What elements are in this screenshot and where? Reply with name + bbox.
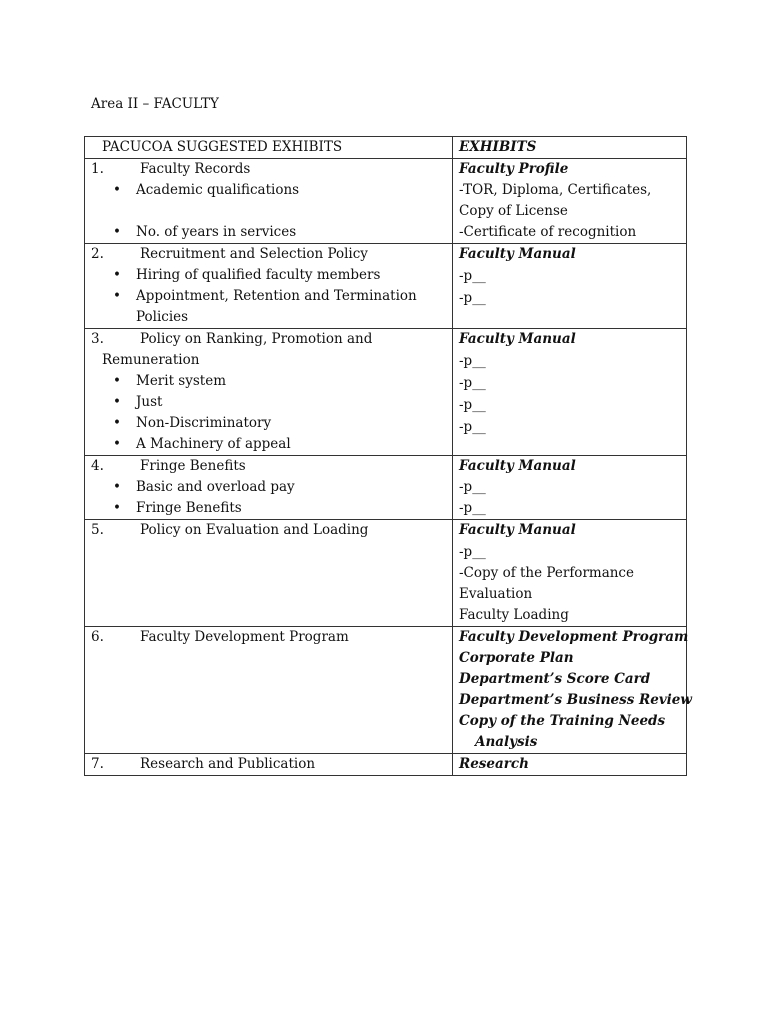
table-row <box>85 627 687 754</box>
row-1-title: Faculty Records <box>140 161 251 177</box>
exhibits-table <box>84 136 693 776</box>
row-3-exhibit-line: -p__ <box>459 397 486 413</box>
row-2-bullets <box>91 265 448 328</box>
row-1-exhibit-line: Copy of License <box>459 203 568 219</box>
row-6-number: 6. <box>91 629 104 645</box>
row-4-exhibit-line: -p__ <box>459 479 486 495</box>
table-row <box>85 244 687 329</box>
bullet-item: • Fringe Benefits <box>91 498 448 519</box>
row-3-title-line <box>91 329 448 350</box>
row-6-exhibit-line: Department’s Business Review <box>459 692 693 708</box>
row-3-number: 3. <box>91 331 104 347</box>
row-1-exhibits <box>453 159 687 244</box>
row-7-number: 7. <box>91 756 104 772</box>
bullet-icon: • <box>113 267 121 283</box>
row-6-exhibit-line: Analysis <box>475 734 538 750</box>
header-suggested-exhibits: PACUCOA SUGGESTED EXHIBITS <box>85 137 453 159</box>
row-6-criteria <box>85 627 453 754</box>
bullet-icon: • <box>113 394 121 410</box>
row-6-exhibits <box>453 627 693 754</box>
row-3-exhibit-line: -p__ <box>459 419 486 435</box>
bullet-icon: • <box>113 182 121 198</box>
row-1-number: 1. <box>91 161 104 177</box>
table-row <box>85 754 687 776</box>
bullet-item: • Hiring of qualified faculty members <box>91 265 448 286</box>
bullet-item: • Just <box>91 392 448 413</box>
bullet-item: • Non-Discriminatory <box>91 413 448 434</box>
bullet-item: • Basic and overload pay <box>91 477 448 498</box>
row-2-title: Recruitment and Selection Policy <box>140 246 368 262</box>
row-5-exhibits <box>453 520 687 627</box>
row-7-exhibit-heading: Research <box>459 756 529 772</box>
row-7-title-line <box>91 754 448 775</box>
row-2-title-line <box>91 244 448 265</box>
row-3-exhibit-line: -p__ <box>459 353 486 369</box>
bullet-icon: • <box>113 373 121 389</box>
table-row <box>85 520 687 627</box>
row-4-exhibits <box>453 456 687 520</box>
row-2-exhibits <box>453 244 687 329</box>
row-7-criteria <box>85 754 453 776</box>
row-1-title-line <box>91 159 448 180</box>
row-4-title-line <box>91 456 448 477</box>
row-5-title-line <box>91 520 448 541</box>
bullet-item: • A Machinery of appeal <box>91 434 448 455</box>
row-6-title: Faculty Development Program <box>140 629 349 645</box>
row-5-exhibit-line: Faculty Loading <box>459 607 569 623</box>
row-5-number: 5. <box>91 522 104 538</box>
bullet-icon: • <box>113 436 121 452</box>
bullet-icon: • <box>113 500 121 516</box>
row-1-bullets <box>91 180 448 243</box>
row-5-title: Policy on Evaluation and Loading <box>140 522 369 538</box>
row-6-exhibit-line: Department’s Score Card <box>459 671 651 687</box>
row-4-bullets <box>91 477 448 519</box>
row-5-exhibit-heading: Faculty Manual <box>459 522 576 538</box>
row-1-criteria <box>85 159 453 244</box>
row-3-title-continued: Remuneration <box>102 352 200 368</box>
row-7-exhibits <box>453 754 687 776</box>
row-4-criteria <box>85 456 453 520</box>
bullet-item: • Academic qualifications <box>91 180 448 201</box>
row-3-bullets <box>91 371 448 455</box>
bullet-icon: • <box>113 415 121 431</box>
row-2-number: 2. <box>91 246 104 262</box>
table-row <box>85 329 687 456</box>
row-1-exhibit-line: -Certificate of recognition <box>459 224 637 240</box>
row-2-exhibit-line: -p__ <box>459 268 486 284</box>
bullet-icon: • <box>113 288 121 304</box>
row-5-exhibit-line: Evaluation <box>459 586 533 602</box>
bullet-item: • No. of years in services <box>91 222 448 243</box>
row-1-exhibit-line: -TOR, Diploma, Certificates, <box>459 182 652 198</box>
row-4-exhibit-heading: Faculty Manual <box>459 458 576 474</box>
row-4-exhibit-line: -p__ <box>459 500 486 516</box>
bullet-item: • Merit system <box>91 371 448 392</box>
row-1-exhibit-heading: Faculty Profile <box>459 161 569 177</box>
row-6-exhibit-line: Copy of the Training Needs <box>459 713 666 729</box>
row-5-criteria <box>85 520 453 627</box>
row-3-title: Policy on Ranking, Promotion and <box>140 331 373 347</box>
area-title: Area II – FACULTY <box>91 96 219 112</box>
row-3-exhibit-heading: Faculty Manual <box>459 331 576 347</box>
row-5-exhibit-line: -Copy of the Performance <box>459 565 634 581</box>
row-3-exhibit-line: -p__ <box>459 375 486 391</box>
table-row <box>85 159 687 244</box>
table-row <box>85 456 687 520</box>
row-3-exhibits <box>453 329 687 456</box>
row-2-exhibit-heading: Faculty Manual <box>459 246 576 262</box>
table-header-row <box>85 137 687 159</box>
bullet-icon: • <box>113 479 121 495</box>
row-2-exhibit-line: -p__ <box>459 290 486 306</box>
row-6-exhibit-line: Faculty Development Program <box>459 629 689 645</box>
bullet-icon: • <box>113 224 121 240</box>
row-4-title: Fringe Benefits <box>140 458 246 474</box>
row-4-number: 4. <box>91 458 104 474</box>
row-2-criteria <box>85 244 453 329</box>
row-6-title-line <box>91 627 448 648</box>
row-5-exhibit-line: -p__ <box>459 544 486 560</box>
row-7-title: Research and Publication <box>140 756 316 772</box>
row-3-criteria <box>85 329 453 456</box>
row-6-exhibit-line: Corporate Plan <box>459 650 574 666</box>
header-exhibits: EXHIBITS <box>453 137 687 159</box>
bullet-item: • Appointment, Retention and Termination Policies <box>113 288 417 325</box>
